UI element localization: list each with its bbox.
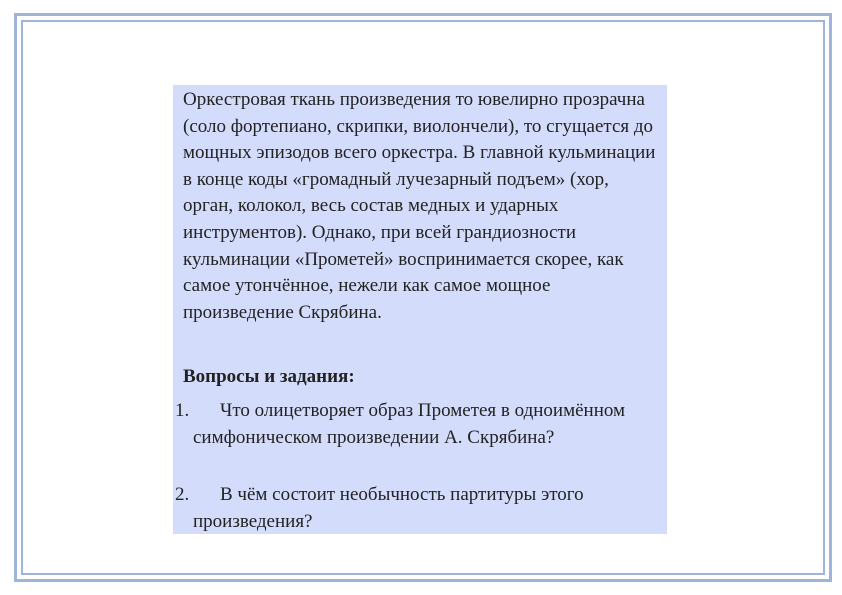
question-text: В чём состоит необычность партитуры этого произведения? xyxy=(193,484,584,532)
question-number: 2. xyxy=(175,484,190,505)
question-item xyxy=(173,398,653,451)
question-item xyxy=(173,482,653,535)
question-text: Что олицетворяет образ Прометея в одноимённом симфоническом произведении А. Скрябина? xyxy=(193,400,626,448)
questions-heading: Вопросы и задания: xyxy=(183,366,355,387)
question-number: 1. xyxy=(175,400,190,421)
text-block xyxy=(173,85,667,534)
main-paragraph: Оркестровая ткань произведения то ювелирно прозрачна (соло фортепиано, скрипки, виолончели), то сгущается до мощных эпизодов всего оркестра. В главной кульминации в конце коды «громадный лучезарный подъем» (хор, орган, колокол, весь состав медных и ударных инструментов). Однако, при всей грандиозности кульминации «Прометей» воспринимается скорее, как самое утончённое, нежели как самое мощное произведение Скрябина. xyxy=(183,89,656,323)
